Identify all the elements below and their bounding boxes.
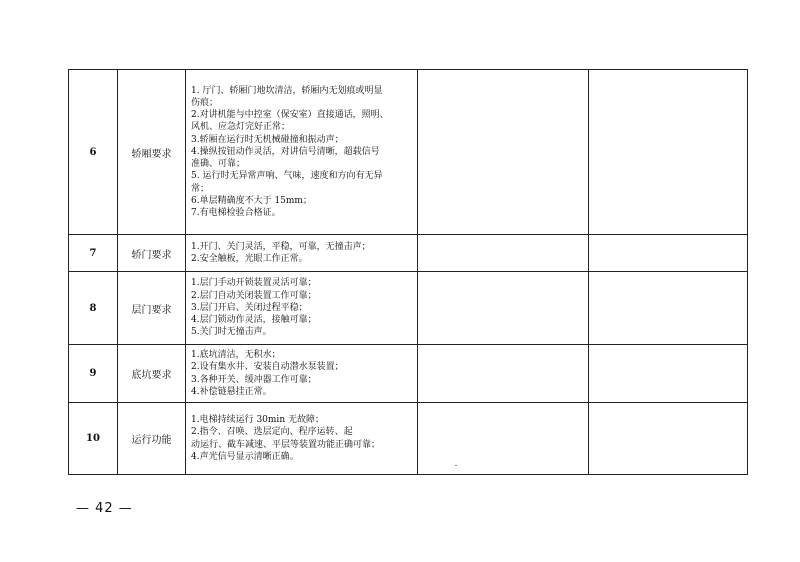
table-body — [69, 70, 748, 475]
requirement-line: 4.声光信号显示清晰正确。 — [191, 451, 299, 462]
table-row — [69, 70, 748, 235]
row-number: 9 — [69, 345, 118, 403]
blank-cell — [418, 403, 589, 475]
requirement-line: 1.底坑清洁，无积水； — [191, 350, 281, 361]
blank-cell — [589, 403, 748, 475]
blank-cell — [589, 272, 748, 345]
blank-cell — [418, 70, 589, 235]
table-row — [69, 272, 748, 345]
requirement-line: 1.层门手动开锁装置灵活可靠； — [191, 278, 317, 289]
blank-cell — [589, 235, 748, 272]
requirement-line: 4.层门锁动作灵活，接触可靠； — [191, 315, 317, 326]
requirement-line: 2.设有集水井、安装自动潜水泵装置； — [191, 362, 344, 373]
inspection-item: 底坑要求 — [118, 345, 186, 403]
row-number: 8 — [69, 272, 118, 345]
requirement-line: 7.有电梯检验合格证。 — [191, 207, 281, 218]
requirement-line: 3.各种开关、缓冲器工作可靠； — [191, 374, 317, 385]
row-number: 6 — [69, 70, 118, 235]
blank-cell — [589, 345, 748, 403]
requirement-line: 3.层门开启、关闭过程平稳； — [191, 302, 308, 313]
blank-cell — [418, 235, 589, 272]
requirement-cell — [186, 345, 418, 403]
requirement-cell — [186, 272, 418, 345]
requirement-cell — [186, 70, 418, 235]
inspection-item: 运行功能 — [118, 403, 186, 475]
page-number: — 42 — — [76, 501, 133, 516]
inspection-item: 轿厢要求 — [118, 70, 186, 235]
requirement-line: 伤痕； — [191, 98, 219, 109]
requirement-line: 1.电梯持续运行 30min 无故障； — [191, 415, 324, 426]
requirement-line: 6.单层精确度不大于 15mm； — [191, 195, 312, 206]
requirement-line: 4.操纵按钮动作灵活，对讲信号清晰，超载信号 — [191, 146, 380, 157]
requirement-line: 2.对讲机能与中控室（保安室）直接通话，照明、 — [191, 110, 389, 121]
requirement-cell — [186, 403, 418, 475]
requirement-line: 2.指令、召唤、选层定向、程序运转、起 — [191, 427, 353, 438]
requirement-cell — [186, 235, 418, 272]
requirement-line: 准确、可靠； — [191, 159, 246, 170]
requirement-line: 5. 运行时无异常声响、气味，速度和方向有无异 — [191, 171, 383, 182]
requirement-line: 5.关门时无撞击声。 — [191, 327, 272, 338]
blank-cell — [418, 272, 589, 345]
requirement-line: 2.安全触板，光眼工作正常。 — [191, 254, 308, 264]
requirement-line: 1. 厅门、轿厢门地坎清洁，轿厢内无划痕或明显 — [191, 85, 383, 96]
requirement-line: 常； — [191, 183, 210, 194]
requirement-line: 3.轿厢在运行时无机械碰撞和振动声； — [191, 134, 344, 145]
row-number: 10 — [69, 403, 118, 475]
requirement-line: 1.开门、关门灵活，平稳，可靠，无撞击声； — [191, 241, 371, 252]
requirement-line: 4.补偿链悬挂正常。 — [191, 386, 272, 397]
requirement-line: 动运行、截车减速、平层等装置功能正确可靠； — [191, 439, 381, 450]
table-row — [69, 235, 748, 272]
row-number: 7 — [69, 235, 118, 272]
table-row — [69, 345, 748, 403]
inspection-item: 轿门要求 — [118, 235, 186, 272]
requirement-line: 2.层门自动关闭装置工作可靠； — [191, 290, 317, 301]
requirement-line: 风机、应急灯完好正常； — [191, 122, 291, 133]
scan-speck — [455, 465, 457, 466]
inspection-table — [68, 69, 748, 475]
blank-cell — [418, 345, 589, 403]
table-row — [69, 403, 748, 475]
inspection-item: 层门要求 — [118, 272, 186, 345]
blank-cell — [589, 70, 748, 235]
